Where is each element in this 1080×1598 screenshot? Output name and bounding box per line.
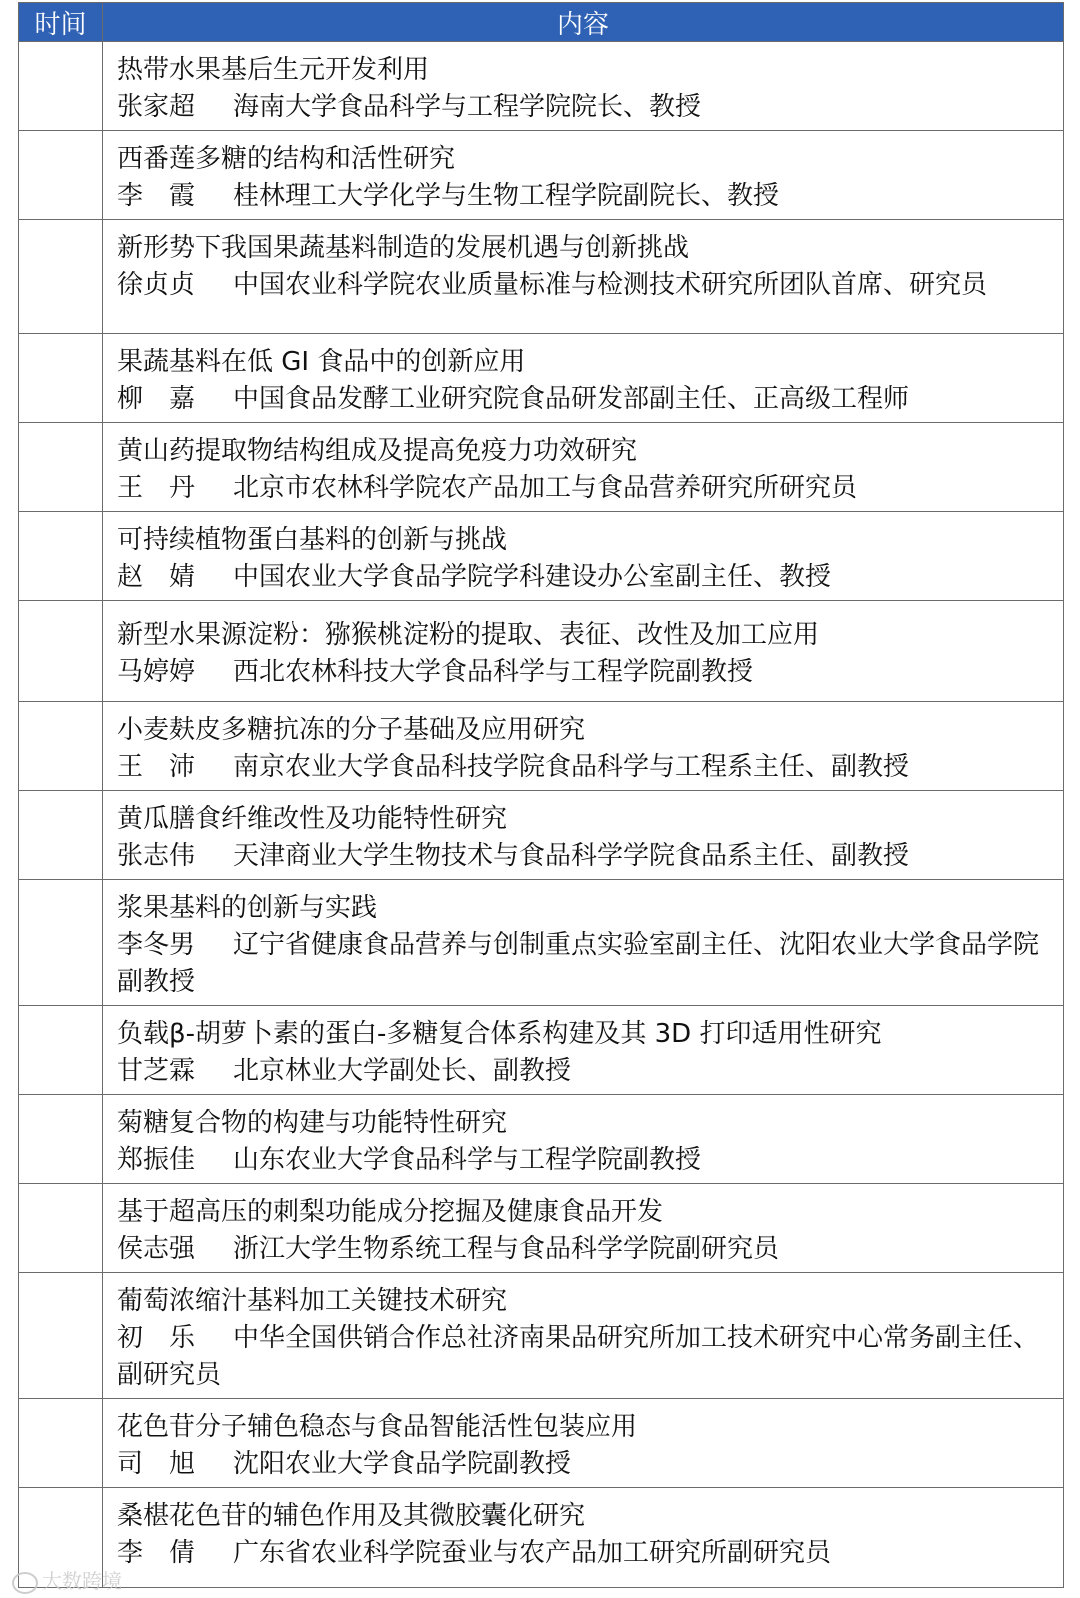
- speaker-affiliation: 沈阳农业大学食品学院副教授: [233, 1449, 572, 1479]
- table-row: [19, 1184, 1064, 1273]
- speaker-name: 赵 婧: [117, 562, 196, 592]
- content-cell: [103, 1184, 1064, 1273]
- time-cell: [19, 1273, 103, 1399]
- speaker-name: 张家超: [117, 92, 196, 122]
- speaker-name: 初 乐: [117, 1323, 196, 1353]
- time-cell: [19, 1184, 103, 1273]
- speaker-name: 柳 嘉: [117, 384, 196, 414]
- content-cell: [103, 131, 1064, 220]
- talk-title: 小麦麸皮多糖抗冻的分子基础及应用研究: [117, 715, 586, 745]
- speaker-affiliation: 浙江大学生物系统工程与食品科学学院副研究员: [233, 1234, 780, 1264]
- table-row: [19, 423, 1064, 512]
- talk-title: 负载β-胡萝卜素的蛋白-多糖复合体系构建及其 3D 打印适用性研究: [117, 1019, 882, 1049]
- content-cell: [103, 334, 1064, 423]
- content-cell: [103, 42, 1064, 131]
- time-cell: [19, 601, 103, 702]
- speaker-line: [117, 654, 1049, 691]
- speaker-affiliation: 海南大学食品科学与工程学院院长、教授: [233, 92, 702, 122]
- speaker-affiliation: 中国农业大学食品学院学科建设办公室副主任、教授: [233, 562, 832, 592]
- time-cell: [19, 1006, 103, 1095]
- table-row: [19, 1095, 1064, 1184]
- table-row: [19, 1006, 1064, 1095]
- speaker-affiliation: 中国农业科学院农业质量标准与检测技术研究所团队首席、研究员: [233, 270, 988, 300]
- schedule-table: [18, 2, 1064, 1588]
- talk-title: 西番莲多糖的结构和活性研究: [117, 144, 456, 174]
- table-row: [19, 791, 1064, 880]
- speaker-name: 李 霞: [117, 181, 196, 211]
- content-cell: [103, 1488, 1064, 1588]
- content-cell: [103, 1006, 1064, 1095]
- speaker-name: 王 沛: [117, 752, 196, 782]
- content-cell: [103, 220, 1064, 334]
- talk-title: 花色苷分子辅色稳态与食品智能活性包装应用: [117, 1412, 638, 1442]
- speaker-affiliation: 西北农林科技大学食品科学与工程学院副教授: [233, 657, 754, 687]
- talk-title: 桑椹花色苷的辅色作用及其微胶囊化研究: [117, 1501, 586, 1531]
- time-cell: [19, 131, 103, 220]
- content-cell: [103, 1273, 1064, 1399]
- speaker-name: 甘芝霖: [117, 1056, 196, 1086]
- speaker-name: 司 旭: [117, 1449, 196, 1479]
- time-cell: [19, 880, 103, 1006]
- table-row: [19, 42, 1064, 131]
- talk-title: 葡萄浓缩汁基料加工关键技术研究: [117, 1286, 508, 1316]
- speaker-affiliation: 北京市农林科学院农产品加工与食品营养研究所研究员: [233, 473, 858, 503]
- talk-title: 新型水果源淀粉：猕猴桃淀粉的提取、表征、改性及加工应用: [117, 620, 820, 650]
- table-row: [19, 1273, 1064, 1399]
- speaker-line: [117, 749, 1049, 786]
- content-cell: [103, 512, 1064, 601]
- table-row: [19, 131, 1064, 220]
- speaker-affiliation: 中国食品发酵工业研究院食品研发部副主任、正高级工程师: [233, 384, 910, 414]
- time-cell: [19, 512, 103, 601]
- speaker-name: 徐贞贞: [117, 270, 196, 300]
- content-cell: [103, 601, 1064, 702]
- speaker-name: 王 丹: [117, 473, 196, 503]
- speaker-affiliation: 广东省农业科学院蚕业与农产品加工研究所副研究员: [233, 1538, 832, 1568]
- talk-title: 热带水果基后生元开发利用: [117, 55, 430, 85]
- time-cell: [19, 702, 103, 791]
- table-row: [19, 601, 1064, 702]
- speaker-affiliation: 天津商业大学生物技术与食品科学学院食品系主任、副教授: [233, 841, 910, 871]
- speaker-line: [117, 1535, 1049, 1572]
- time-cell: [19, 220, 103, 334]
- speaker-line: [117, 559, 1049, 596]
- time-cell: [19, 42, 103, 131]
- time-cell: [19, 334, 103, 423]
- talk-title: 黄瓜膳食纤维改性及功能特性研究: [117, 804, 508, 834]
- speaker-line: [117, 89, 1049, 126]
- speaker-name: 张志伟: [117, 841, 196, 871]
- content-cell: [103, 702, 1064, 791]
- header-content: 内容: [103, 3, 1064, 42]
- speaker-name: 李冬男: [117, 930, 196, 960]
- speaker-name: 侯志强: [117, 1234, 196, 1264]
- speaker-line: [117, 267, 1049, 304]
- speaker-line: [117, 1053, 1049, 1090]
- table-row: [19, 880, 1064, 1006]
- table-row: [19, 512, 1064, 601]
- talk-title: 浆果基料的创新与实践: [117, 893, 378, 923]
- speaker-line: [117, 1142, 1049, 1179]
- time-cell: [19, 1399, 103, 1488]
- watermark: 大数跨境: [12, 1565, 122, 1594]
- table-row: [19, 702, 1064, 791]
- speaker-line: [117, 838, 1049, 875]
- watermark-logo-icon: [12, 1572, 38, 1594]
- talk-title: 新形势下我国果蔬基料制造的发展机遇与创新挑战: [117, 233, 690, 263]
- content-cell: [103, 880, 1064, 1006]
- speaker-name: 郑振佳: [117, 1145, 196, 1175]
- speaker-name: 马婷婷: [117, 657, 196, 687]
- speaker-affiliation: 北京林业大学副处长、副教授: [233, 1056, 572, 1086]
- header-row: [19, 3, 1064, 42]
- talk-title: 菊糖复合物的构建与功能特性研究: [117, 1108, 508, 1138]
- speaker-line: [117, 1320, 1049, 1394]
- talk-title: 基于超高压的刺梨功能成分挖掘及健康食品开发: [117, 1197, 664, 1227]
- time-cell: [19, 791, 103, 880]
- speaker-line: [117, 1446, 1049, 1483]
- speaker-name: 李 倩: [117, 1538, 196, 1568]
- speaker-affiliation: 中华全国供销合作总社济南果品研究所加工技术研究中心常务副主任、副研究员: [117, 1323, 1040, 1390]
- time-cell: [19, 423, 103, 512]
- time-cell: [19, 1095, 103, 1184]
- content-cell: [103, 791, 1064, 880]
- speaker-affiliation: 南京农业大学食品科技学院食品科学与工程系主任、副教授: [233, 752, 910, 782]
- speaker-line: [117, 927, 1049, 1001]
- content-cell: [103, 1399, 1064, 1488]
- speaker-line: [117, 1231, 1049, 1268]
- speaker-line: [117, 381, 1049, 418]
- header-time: 时间: [19, 3, 103, 42]
- table-row: [19, 334, 1064, 423]
- content-cell: [103, 423, 1064, 512]
- content-cell: [103, 1095, 1064, 1184]
- speaker-affiliation: 桂林理工大学化学与生物工程学院副院长、教授: [233, 181, 780, 211]
- talk-title: 果蔬基料在低 GI 食品中的创新应用: [117, 347, 526, 377]
- talk-title: 黄山药提取物结构组成及提高免疫力功效研究: [117, 436, 638, 466]
- speaker-line: [117, 178, 1049, 215]
- speaker-affiliation: 辽宁省健康食品营养与创制重点实验室副主任、沈阳农业大学食品学院副教授: [117, 930, 1040, 997]
- talk-title: 可持续植物蛋白基料的创新与挑战: [117, 525, 508, 555]
- table-row: [19, 220, 1064, 334]
- table-row: [19, 1399, 1064, 1488]
- speaker-line: [117, 470, 1049, 507]
- table-row: [19, 1488, 1064, 1588]
- speaker-affiliation: 山东农业大学食品科学与工程学院副教授: [233, 1145, 702, 1175]
